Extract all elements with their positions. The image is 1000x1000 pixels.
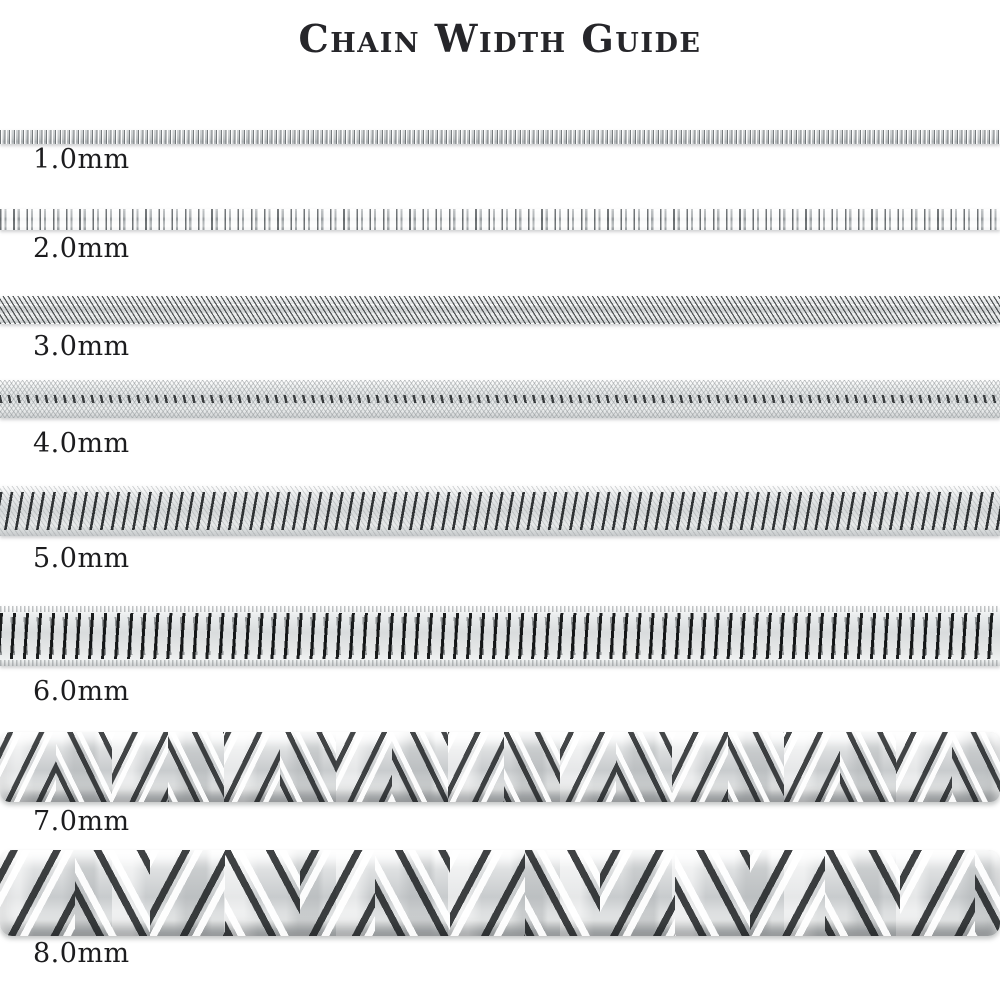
chain-photo-8-0mm [0, 850, 1000, 936]
chain-size-label-1-0mm: 1.0mm [33, 144, 130, 175]
chain-photo-2-0mm [0, 209, 1000, 230]
chain-size-label-6-0mm: 6.0mm [33, 676, 130, 707]
chain-photo-3-0mm [0, 296, 1000, 324]
chain-photo-7-0mm [0, 732, 1000, 802]
chain-photo-5-0mm [0, 486, 1000, 536]
chain-photo-4-0mm [0, 380, 1000, 418]
chain-size-label-7-0mm: 7.0mm [33, 806, 130, 837]
chain-size-label-5-0mm: 5.0mm [33, 543, 130, 574]
chain-photo-6-0mm [0, 606, 1000, 666]
chain-size-label-8-0mm: 8.0mm [33, 938, 130, 969]
chain-size-label-4-0mm: 4.0mm [33, 428, 130, 459]
chain-size-label-3-0mm: 3.0mm [33, 331, 130, 362]
chain-photo-1-0mm [0, 130, 1000, 144]
chain-size-label-2-0mm: 2.0mm [33, 233, 130, 264]
page-title: Chain Width Guide [298, 16, 702, 61]
